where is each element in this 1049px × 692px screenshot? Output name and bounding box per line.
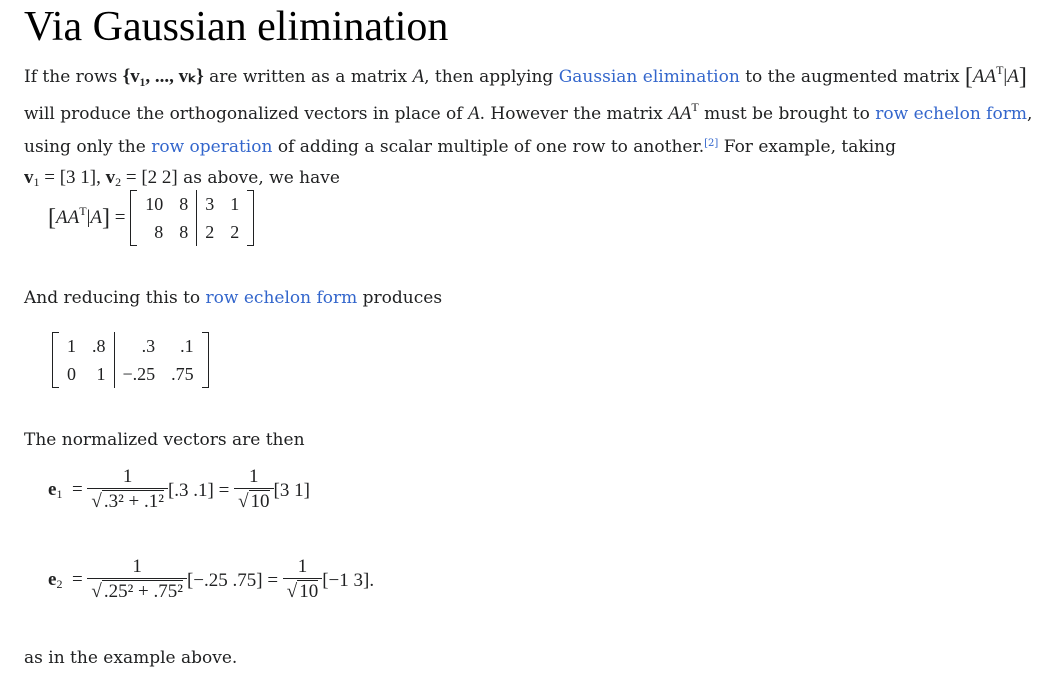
row-operation-link[interactable]: row operation — [151, 137, 273, 157]
intro-paragraph: If the rows {v₁, ..., vₖ} are written as a matrix A, then applying Gaussian elimination to the augmented matrix $[AA^T|A]$ will produce the orthogonalized vectors in place of A. However the matrix $AA^T$ must be brought to row echelon form, using only the row operation of adding a scalar multiple of one row to another.[2] For example, taking $v_1 = [3$ 1], $v_2 = [2$ 2] as above, we have — [24, 63, 1033, 189]
augmented-matrix-inline: $[AA^T|A]$ — [964, 63, 1027, 90]
final-text: as in the example above. — [24, 648, 238, 668]
gaussian-elimination-link[interactable]: Gaussian elimination — [558, 67, 740, 87]
augmented-matrix-equation: $[AA^T|A]$ = 10 8 3 1 8 8 2 2 — [48, 190, 254, 246]
v1-v2-definition: $v_1 = [3$ 1], $v_2 = [2$ 2] — [24, 166, 178, 189]
page-title: Via Gaussian elimination — [24, 4, 449, 50]
reduce-text: And reducing this to row echelon form produces — [24, 288, 443, 308]
e1-equation: $e_1$ = $\frac{1}{\text{√ .3² + .1²}}$ [.3 .1] = $\frac{1}{√ 10}$ [3 1] — [48, 466, 310, 515]
matrix-1: 10 8 3 1 8 8 2 2 — [130, 190, 254, 246]
matrix-2: 1 .8 .3 .1 0 1 −.25 .75 — [52, 332, 209, 392]
e2-equation: $e_2$ = $\frac{1}{\text{√ .25² + .75²}}$ [−.25 .75] = $\frac{1}{√ 10}$ [−1 3]. — [48, 556, 374, 605]
row-echelon-form-link[interactable]: row echelon form — [875, 103, 1027, 124]
normalized-text: The normalized vectors are then — [24, 430, 305, 450]
reference-2[interactable]: [2] — [704, 138, 719, 149]
row-echelon-form-link-2[interactable]: row echelon form — [205, 288, 358, 308]
rows-set: {v₁, ..., vₖ} — [122, 66, 204, 87]
